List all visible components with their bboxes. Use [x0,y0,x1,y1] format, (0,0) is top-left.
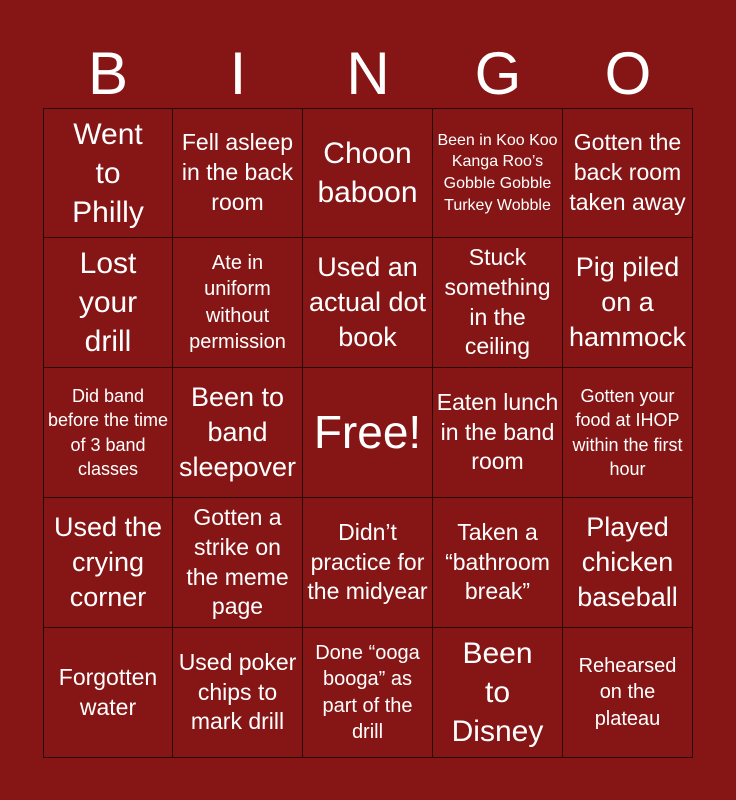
bingo-cell[interactable] [173,498,303,628]
bingo-cell[interactable] [43,108,173,238]
cell-text: Been in Koo Koo Kanga Roo’s Gobble Gobble Turkey Wobble [437,131,558,214]
header-letter-i: I [229,40,247,107]
cell-text: Pig piled on a hammock [568,251,687,353]
bingo-cell[interactable] [43,498,173,628]
bingo-cell[interactable] [173,108,303,238]
header-letter-b: B [87,40,129,107]
cell-text: Gotten a strike on the meme page [186,503,289,620]
bingo-cell[interactable] [563,238,693,368]
cell-text: Been to band sleepover [178,381,297,483]
bingo-cell[interactable] [303,238,433,368]
cell-text: Done “ooga booga” as part of the drill [315,641,420,743]
bingo-board [43,108,693,758]
cell-text: Went to Philly [72,117,144,229]
bingo-cell[interactable] [173,238,303,368]
cell-text: Used poker chips to mark drill [178,648,297,735]
cell-text: Fell asleep in the back room [181,129,294,215]
cell-text: Been to Disney [451,637,544,748]
bingo-cell[interactable] [173,368,303,498]
bingo-cell[interactable] [433,628,563,758]
bingo-cell[interactable] [433,108,563,238]
cell-text: Choon baboon [317,137,418,209]
free-space-text: Free! [313,405,422,458]
bingo-cell[interactable] [43,238,173,368]
bingo-cell[interactable] [433,498,563,628]
cell-text: Forgotten water [58,663,158,720]
bingo-cell[interactable] [43,368,173,498]
cell-text: Gotten the back room taken away [569,129,686,215]
cell-text: Used the crying corner [53,511,163,613]
bingo-cell[interactable] [563,368,693,498]
cell-text: Eaten lunch in the band room [436,388,559,475]
header-letter-n: N [346,40,390,107]
bingo-cell-free[interactable] [303,368,433,498]
bingo-header [43,40,693,108]
bingo-cell[interactable] [303,498,433,628]
bingo-cell[interactable] [173,628,303,758]
bingo-cell[interactable] [303,108,433,238]
cell-text: Lost your drill [78,247,138,358]
bingo-cell[interactable] [303,628,433,758]
bingo-cell[interactable] [433,368,563,498]
bingo-cell[interactable] [563,628,693,758]
header-letter-g: G [474,40,522,107]
cell-text: Didn’t practice for the midyear [307,518,428,605]
bingo-cell[interactable] [563,498,693,628]
cell-text: Gotten your food at IHOP within the first hour [572,385,683,479]
cell-text: Did band before the time of 3 band classes [47,385,169,479]
cell-text: Used an actual dot book [308,251,427,353]
bingo-cell[interactable] [563,108,693,238]
cell-text: Ate in uniform without permission [189,251,286,353]
cell-text: Taken a “bathroom break” [445,518,550,605]
header-letter-o: O [604,40,652,107]
cell-text: Stuck something in the ceiling [444,243,551,360]
bingo-cell[interactable] [43,628,173,758]
cell-text: Rehearsed on the plateau [578,654,677,730]
bingo-cell[interactable] [433,238,563,368]
cell-text: Played chicken baseball [577,511,678,613]
